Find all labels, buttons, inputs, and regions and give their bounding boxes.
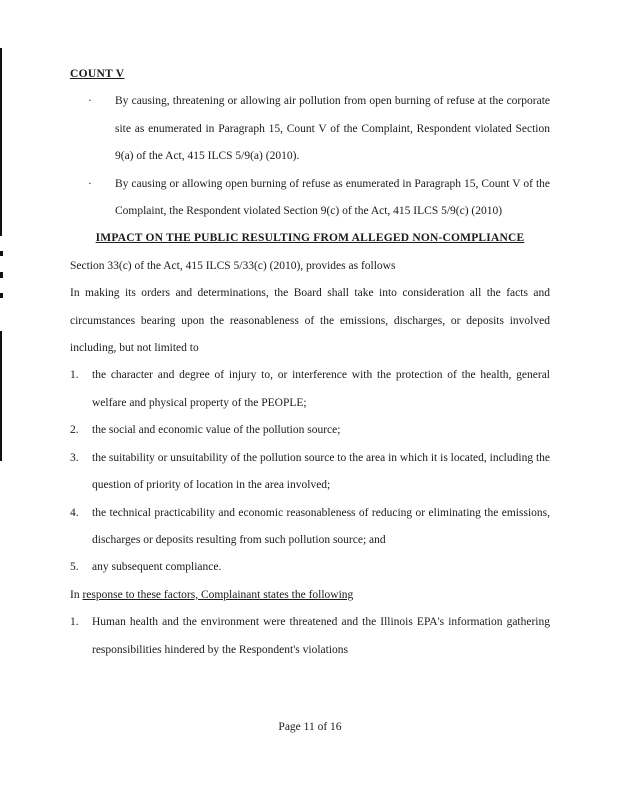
document-content [70, 61, 550, 664]
scan-artifact-line-bottom [0, 331, 2, 461]
item-text: any subsequent compliance. [92, 561, 222, 574]
factor-item [70, 417, 550, 444]
factor-item [70, 362, 550, 417]
response-intro-prefix: In [70, 588, 83, 601]
count-heading: COUNT V [70, 68, 125, 80]
bullet-icon: · [88, 95, 92, 108]
scan-artifact-dash-2 [0, 272, 3, 278]
item-number: 4. [70, 506, 79, 519]
item-number: 1. [70, 369, 79, 382]
page-footer: Page 11 of 16 [278, 721, 342, 733]
factor-item [70, 554, 550, 581]
bullet-icon: · [88, 177, 92, 190]
item-text: the technical practicability and economic reasonableness of reducing or eliminating the emissions, discharges or deposits resulting from such pollution source; and [92, 506, 550, 546]
item-text: Human health and the environment were threatened and the Illinois EPA's information gathering responsibilities hindered by the Respondent's violations [92, 616, 550, 656]
item-text: the character and degree of injury to, or interference with the protection of the health, general welfare and physical property of the PEOPLE; [92, 369, 550, 409]
item-number: 2. [70, 424, 79, 437]
factor-item [70, 445, 550, 500]
bullet-text: By causing or allowing open burning of refuse as enumerated in Paragraph 15, Count V of the Complaint, the Respondent violated Section 9(c) of the Act, 415 ILCS 5/9(c) (2010) [115, 177, 550, 218]
scan-artifact-line-top [0, 48, 2, 236]
item-text: the suitability or unsuitability of the pollution source to the area in which it is located, including the question of priority of location in the area involved; [92, 451, 550, 492]
bullet-text: By causing, threatening or allowing air pollution from open burning of refuse at the corporate site as enumerated in Paragraph 15, Count V of the Complaint, Respondent violated Section 9(a) of the Act, 415 ILCS 5/9(a) (2010). [115, 95, 550, 163]
bullet-item [70, 171, 550, 226]
paragraph-section-33c: Section 33(c) of the Act, 415 ILCS 5/33(c) (2010), provides as follows [70, 259, 396, 272]
item-number: 1. [70, 616, 79, 629]
response-intro [70, 582, 550, 609]
item-number: 3. [70, 451, 79, 464]
item-number: 5. [70, 561, 79, 574]
scan-artifact-dash-3 [0, 293, 3, 298]
response-item [70, 609, 550, 664]
scan-artifact-dash-1 [0, 251, 3, 256]
paragraph-board-consideration: In making its orders and determinations, the Board shall take into consideration all the facts and circumstances bearing upon the reasonableness of the emissions, discharges, or deposits involved including, but not limited to [70, 287, 550, 355]
impact-heading: IMPACT ON THE PUBLIC RESULTING FROM ALLEGED NON-COMPLIANCE [95, 232, 525, 245]
factor-item [70, 500, 550, 555]
response-intro-underlined: response to these factors, Complainant states the following [82, 588, 354, 601]
bullet-item [70, 88, 550, 170]
item-text: the social and economic value of the pollution source; [92, 424, 341, 437]
